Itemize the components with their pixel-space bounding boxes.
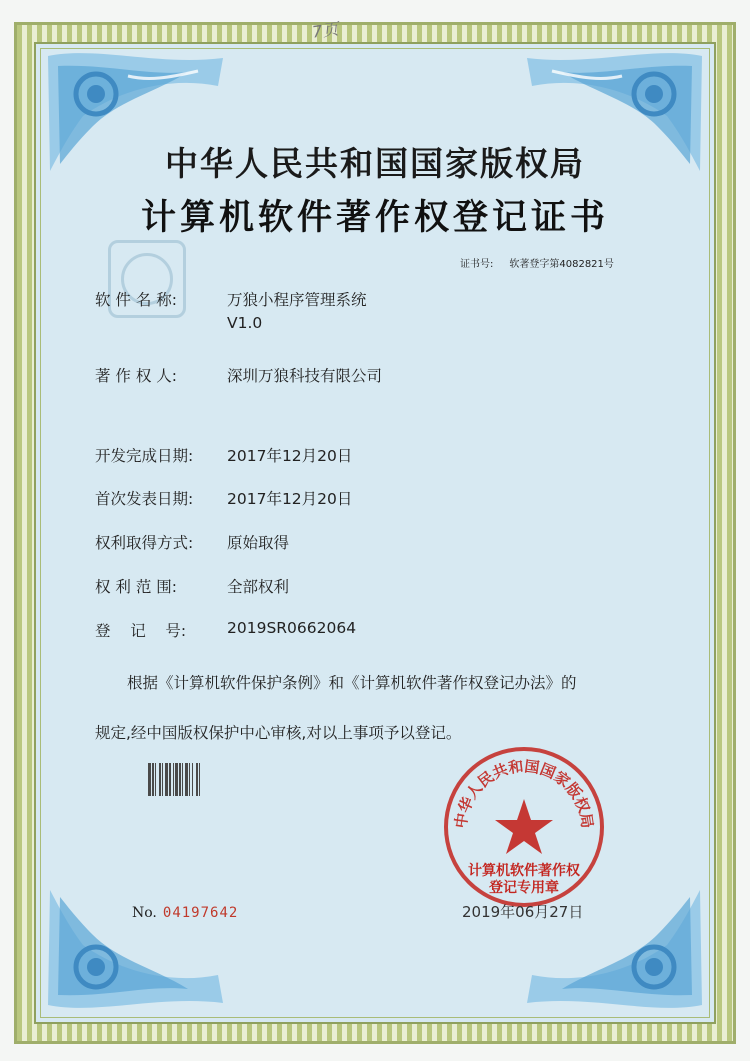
field-software-name xyxy=(95,288,367,332)
field-label: 权 利 范 围: xyxy=(95,578,178,596)
field-dev-complete-date xyxy=(95,444,352,466)
serial-number xyxy=(132,905,238,921)
official-seal xyxy=(441,744,607,910)
field-value: 全部权利 xyxy=(227,578,290,596)
issue-date: 2019年06月27日 xyxy=(462,903,584,921)
seal-line-1: 计算机软件著作权 xyxy=(468,863,580,879)
field-label: 权利取得方式: xyxy=(95,534,194,552)
field-value: 深圳万狼科技有限公司 xyxy=(227,367,383,385)
seal-star-icon xyxy=(495,799,553,854)
field-value: 2019SR0662064 xyxy=(227,619,357,637)
field-rights-scope xyxy=(95,575,289,597)
barcode-bar xyxy=(200,763,202,796)
field-registration-no xyxy=(95,619,356,641)
statement-line-1: 根据《计算机软件保护条例》和《计算机软件著作权登记办法》的 xyxy=(127,674,577,692)
statement-line-2: 规定,经中国版权保护中心审核,对以上事项予以登记。 xyxy=(95,724,462,742)
field-value: 原始取得 xyxy=(227,534,290,552)
registration-statement xyxy=(95,658,675,758)
field-acquisition-method xyxy=(95,531,289,553)
field-label: 登 记 号: xyxy=(95,622,187,640)
field-value: 2017年12月20日 xyxy=(227,447,353,465)
serial-value: 04197642 xyxy=(162,905,239,921)
field-label: 软 件 名 称: xyxy=(95,291,178,309)
field-value: 2017年12月20日 xyxy=(227,490,353,508)
certificate-title: 计算机软件著作权登记证书 xyxy=(140,197,609,238)
field-first-publish-date xyxy=(95,487,352,509)
field-copyright-owner xyxy=(95,364,382,386)
barcode-icon xyxy=(148,763,250,796)
handwritten-note: 7页 xyxy=(310,19,340,42)
field-label: 著 作 权 人: xyxy=(95,367,178,385)
seal-line-2: 登记专用章 xyxy=(489,880,559,896)
field-value xyxy=(227,288,367,332)
certificate-number xyxy=(460,255,614,270)
serial-label: No. xyxy=(132,905,157,921)
field-label: 首次发表日期: xyxy=(95,490,194,508)
certificate-number-label: 证书号: xyxy=(460,259,494,270)
software-version: V1.0 xyxy=(227,314,263,332)
software-name-value: 万狼小程序管理系统 xyxy=(227,291,367,309)
field-label: 开发完成日期: xyxy=(95,447,194,465)
certificate-number-value: 软著登字第4082821号 xyxy=(509,259,614,270)
seal-arc-text: 中华人民共和国国家版权局 xyxy=(451,757,597,830)
issuer-title: 中华人民共和国国家版权局 xyxy=(165,144,585,183)
